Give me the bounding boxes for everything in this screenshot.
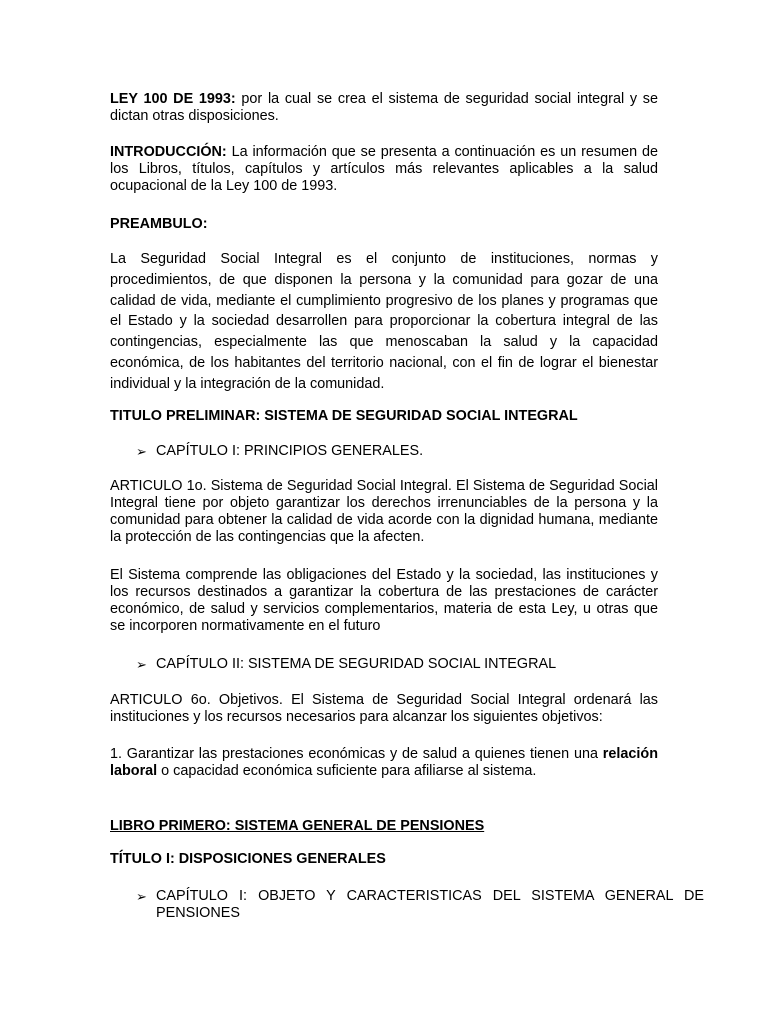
ley-label: LEY 100 DE 1993: <box>110 91 236 107</box>
arrow-bullet-icon: ➢ <box>136 889 147 904</box>
arrow-bullet-icon: ➢ <box>136 657 147 672</box>
sistema-comprende-paragraph: El Sistema comprende las obligaciones del Estado y la sociedad, las instituciones y los recursos destinados a garantizar la cobertura de las prestaciones de carácter económico, de salud y servicios complementarios, materia de esta Ley, u otras que se incorporen normativamente en el futuro <box>110 567 658 634</box>
preambulo-text: La Seguridad Social Integral es el conjunto de instituciones, normas y procedimientos, de que disponen la persona y la comunidad para gozar de una calidad de vida, mediante el cumplimiento progresivo de los planes y programas que el Estado y la sociedad desarrollen para proporcionar la cobertura integral de las contingencias, especialmente las que menoscaban la salud y la capacidad económica, de los habitantes del territorio nacional, con el fin de lograr el bienestar individual y la integración de la comunidad. <box>110 251 658 392</box>
libro-primero-heading: LIBRO PRIMERO: SISTEMA GENERAL DE PENSIONES <box>110 818 485 834</box>
capitulo-1-bullet <box>110 443 658 460</box>
introduccion-text: La información que se presenta a continuación es un resumen de los Libros, títulos, capítulos y artículos más relevantes aplicables a la salud ocupacional de la Ley 100 de 1993. <box>110 144 658 194</box>
objetivo-1-bold: relación laboral <box>110 746 658 779</box>
introduccion-label: INTRODUCCIÓN: <box>110 144 227 160</box>
capitulo-2-bullet <box>110 656 658 673</box>
articulo-6-paragraph: ARTICULO 6o. Objetivos. El Sistema de Seguridad Social Integral ordenará las instituciones y los recursos necesarios para alcanzar los siguientes objetivos: <box>110 692 658 725</box>
titulo-preliminar-heading: TITULO PRELIMINAR: SISTEMA DE SEGURIDAD SOCIAL INTEGRAL <box>110 408 578 424</box>
preambulo-heading: PREAMBULO: <box>110 216 208 232</box>
articulo-1-paragraph: ARTICULO 1o. Sistema de Seguridad Social Integral. El Sistema de Seguridad Social Integral tiene por objeto garantizar los derechos irrenunciables de la persona y la comunidad para obtener la calidad de vida acorde con la dignidad humana, mediante la protección de las contingencias que la afecten. <box>110 478 658 545</box>
arrow-bullet-icon: ➢ <box>136 444 147 459</box>
capitulo-1b-label: CAPÍTULO I: OBJETO Y CARACTERISTICAS DEL SISTEMA GENERAL DE PENSIONES <box>156 888 704 921</box>
capitulo-1-label: CAPÍTULO I: PRINCIPIOS GENERALES. <box>156 443 424 459</box>
objetivo-1-text-after: o capacidad económica suficiente para afiliarse al sistema. <box>157 763 537 779</box>
capitulo-2-label: CAPÍTULO II: SISTEMA DE SEGURIDAD SOCIAL INTEGRAL <box>156 656 557 672</box>
objetivo-1-text-before: 1. Garantizar las prestaciones económicas y de salud a quienes tienen una <box>110 746 603 762</box>
ley-text: por la cual se crea el sistema de seguridad social integral y se dictan otras disposiciones. <box>110 91 659 124</box>
ley-paragraph <box>110 91 658 125</box>
titulo-1-heading: TÍTULO I: DISPOSICIONES GENERALES <box>110 851 386 867</box>
objetivo-1-paragraph <box>110 746 658 780</box>
capitulo-1b-bullet <box>110 888 704 922</box>
introduccion-paragraph <box>110 144 658 195</box>
